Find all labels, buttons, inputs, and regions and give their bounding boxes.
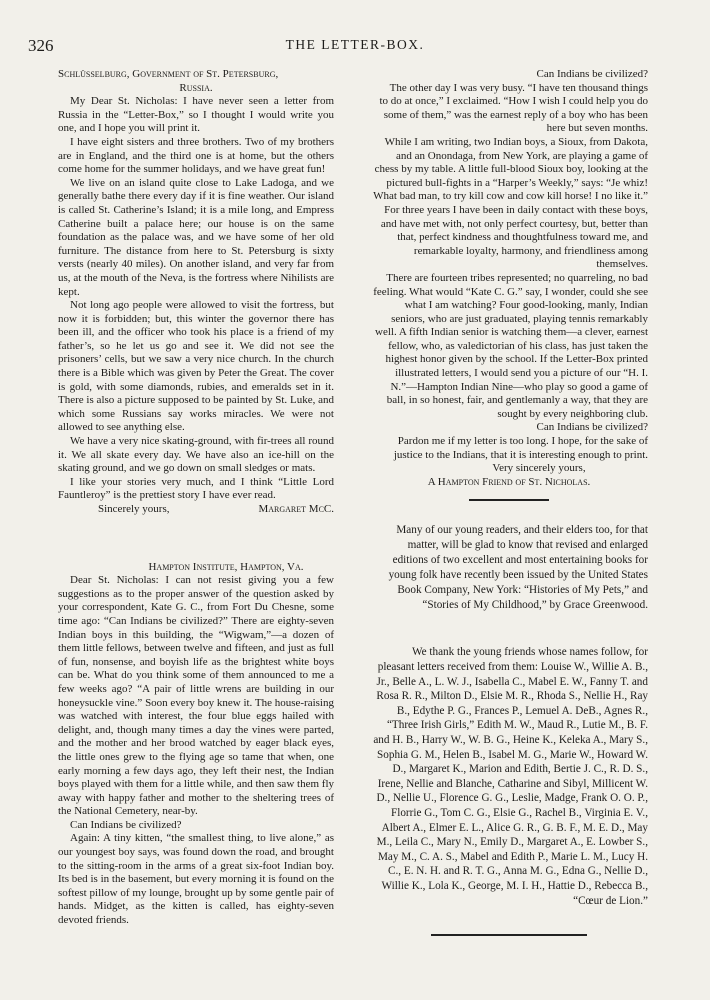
letter-paragraph: Not long ago people were allowed to visit the fortress, but now it is forbidden; but, this winter the governor there has been ill, and the officer who took his place is a friend of my father’s, so he let us go and see it. We did not see the prisoners’ cells, but we saw a very nice church. In the church there is a Bible which was given by Peter the Great. The cover is gold, with some diamonds, rubies, and emeralds set in it. There is also a picture supposed to be painted by St. Luke, and which some Russians say works miracles. We were not allowed to see anything else. — [58, 299, 334, 434]
letter-paragraph: I like your stories very much, and I think “Little Lord Fauntleroy” is the prettiest story I have ever read. — [58, 475, 334, 502]
left-column — [58, 68, 334, 928]
letter-heading: Hampton Institute, Hampton, Va. — [148, 560, 304, 573]
letter-signoff — [58, 503, 334, 517]
letter-paragraph: We have a very nice skating-ground, with fir-trees all round it. We all skate every day. We have also an ice-hill on the skating ground, and we go down on small sledges or mats. — [58, 435, 334, 475]
letter-paragraph: The other day I was very busy. “I have ten thousand things to do at once,” I exclaimed. “How I wish I could help you do some of them,” was the earnest reply of a boy who has been here but seven months. — [379, 81, 648, 135]
letter-russia — [58, 68, 334, 517]
letter-paragraph: While I am writing, two Indian boys, a Sioux, from Dakota, and an Onondaga, from New York, are playing a game of chess by my table. A little full-blood Sioux boy, looking at the pictured bull-fights in a “Harper’s Weekly,” says: “Je whiz! What bad man, to try kill cow and cow kill horse! I no like it.” — [373, 135, 648, 203]
letter-signature: A Hampton Friend of St. Nicholas. — [427, 475, 591, 488]
letter-paragraph: Again: A tiny kitten, “the smallest thing, to live alone,” as our youngest boy says, was found down the road, and brought to the sitting-room in the arms of a great six-foot Indian boy. Its bed is in the basement, but every morning it is found on the softest pillow of my lounge, brought up by some gentle pair of hands. Midget, as the kitten is called, has eighty-seven devoted friends. — [58, 832, 334, 927]
letter-paragraph: For three years I have been in daily contact with these boys, and have met with, not only perfect courtesy, but, better than that, perfect kindness and thoughtfulness toward me, and remarkable loyalty, harmony, and friendliness among themselves. — [380, 203, 648, 271]
letter-paragraph: My Dear St. Nicholas: I have never seen a letter from Russia in the “Letter-Box,” so I thought I would write you one, and I hope you will print it. — [58, 95, 334, 135]
letter-paragraph: I have eight sisters and three brothers. Two of my brothers are in England, and the third one is at home, but the others come home for the summer holidays, and we have great fun! — [58, 135, 334, 176]
end-rule — [431, 934, 587, 936]
letter-paragraph: We live on an island quite close to Lake Ladoga, and we generally bathe there every day if it is fine weather. Our island is called St. Catherine’s Island; it is a mile long, and Empress Catherine built a palace here; our house is on the same foundation as the palace was, and we have some of her old furniture. The distance from here to St. Petersburg is sixty versts (nearly 40 miles). On another island, and very far from us, at the mouth of the Neva, is the fortress where Nihilists are kept. — [58, 176, 334, 298]
letter-closing: Very sincerely yours, — [492, 462, 586, 475]
letter-paragraph: Can Indians be civilized? — [536, 68, 648, 80]
letter-paragraph: Can Indians be civilized? — [70, 818, 182, 831]
book-notice: Many of our young readers, and their elders too, for that matter, will be glad to know that revised and enlarged editions of two excellent and most entertaining books for young folk have recently been issued by the United States Book Company, New York: “Histories of My Pets,” and “Stories of My Childhood,” by Grace Greenwood. — [388, 524, 648, 612]
page-number: 326 — [28, 36, 54, 55]
letter-paragraph: Pardon me if my letter is too long. I hope, for the sake of justice to the Indians, that it is interesting enough to print. — [393, 435, 648, 461]
letter-paragraph: Can Indians be civilized? — [536, 421, 648, 434]
letter-heading-line1: Schlüsselburg, Government of St. Petersburg, — [58, 68, 279, 80]
thanks-list: We thank the young friends whose names follow, for pleasant letters received from them: Louise W., Willie A. B., Jr., Belle A., L. W. J., Isabella C., Mabel E. W., Fanny T. and Rosa R. R., Milton D., Elsie M. R., Rhoda S., Nellie H., Ray B., Edythe P. G., Frances P., Lemuel A. DeB., Agnes R., “Three Irish Girls,” Edith M. W., Maud R., Lutie M., B. F. and H. B., Harry W., W. B. G., Heine K., Keleka A., Mary S., Sophia G. M., Helen B., Isabel M. G., Marie W., Howard W. D., Margaret K., Marion and Edith, Bertie J. C., R. D. S., Irene, Nellie and Blanche, Catharine and Sibyl, Millicent W. D., Nellie U., Florence G. G., Leslie, Madge, Frank O. O. P., Florrie G., Tom C. G., Elsie G., Rachel B., Virginia E. V., Albert A., Elmer E. L., Alice G. R., G. B. F., M. E. D., May M., Leila C., Mary N., Emily D., Margaret A., E. Lowber S., May M., C. A. S., Mabel and Edith P., Marie L. M., Lucy H. C., E. N. H. and R. T. G., Anna M. G., Edna G., Nellie D., Willie K., Lola K., George, M. I. H., Hattie D., Rebecca B., “Cœur de Lion.” — [373, 646, 648, 907]
letter-heading-line2: Russia. — [179, 81, 213, 94]
letter-paragraph: There are fourteen tribes represented; no quarreling, no bad feeling. What would “Kate C. G.” say, I wonder, could she see what I am watching? Four good-looking, manly, Indian seniors, who are just graduated, playing tennis remarkably well. A fifth Indian senior is watching them—a clever, earnest fellow, who, as valedictorian of his class, has just taken the highest honor given by the school. If the Letter-Box printed illustrated letters, I would send you a picture of our “H. I. N.”—Hampton Indian Nine—who play so good a game of ball, in so honest, fair, and gentlemanly a way, that they are sought by every neighboring club. — [373, 271, 648, 420]
letter-paragraph: Dear St. Nicholas: I can not resist giving you a few suggestions as to the proper answer of the question asked by your correspondent, Kate G. C., from Fort Du Chesne, some time ago: “Can Indians be civilized?” There are eighty-seven Indian boys in this building, the “Wigwam,”—a dozen of them little fellows, between twelve and fifteen, and just as full of fun, nonsense, and boyish life as the brightest white boys can be. What do you think some of them announced to me a few weeks ago? “A pair of little wrens are building in our honeysuckle vine.” Soon every boy knew it. The house-raising was watched with interest, the four blue eggs hailed with delight, and, though many times a day the vines were parted, and the mother and her brood watched by eager black eyes, the little ones grew to the flying age so tame that when, one early morning a few days ago, they left their nest, the Indian boys played with them for a little while, and then saw them fly away with happy father and mother to the sheltering trees of the National Cemetery, near-by. — [58, 574, 334, 818]
letter-hampton — [58, 561, 334, 928]
letter-signature: Margaret McC. — [258, 503, 334, 515]
right-column — [370, 68, 648, 936]
letter-closing: Sincerely yours, — [98, 503, 170, 515]
page-header — [28, 36, 682, 56]
running-title: THE LETTER-BOX. — [285, 37, 425, 52]
